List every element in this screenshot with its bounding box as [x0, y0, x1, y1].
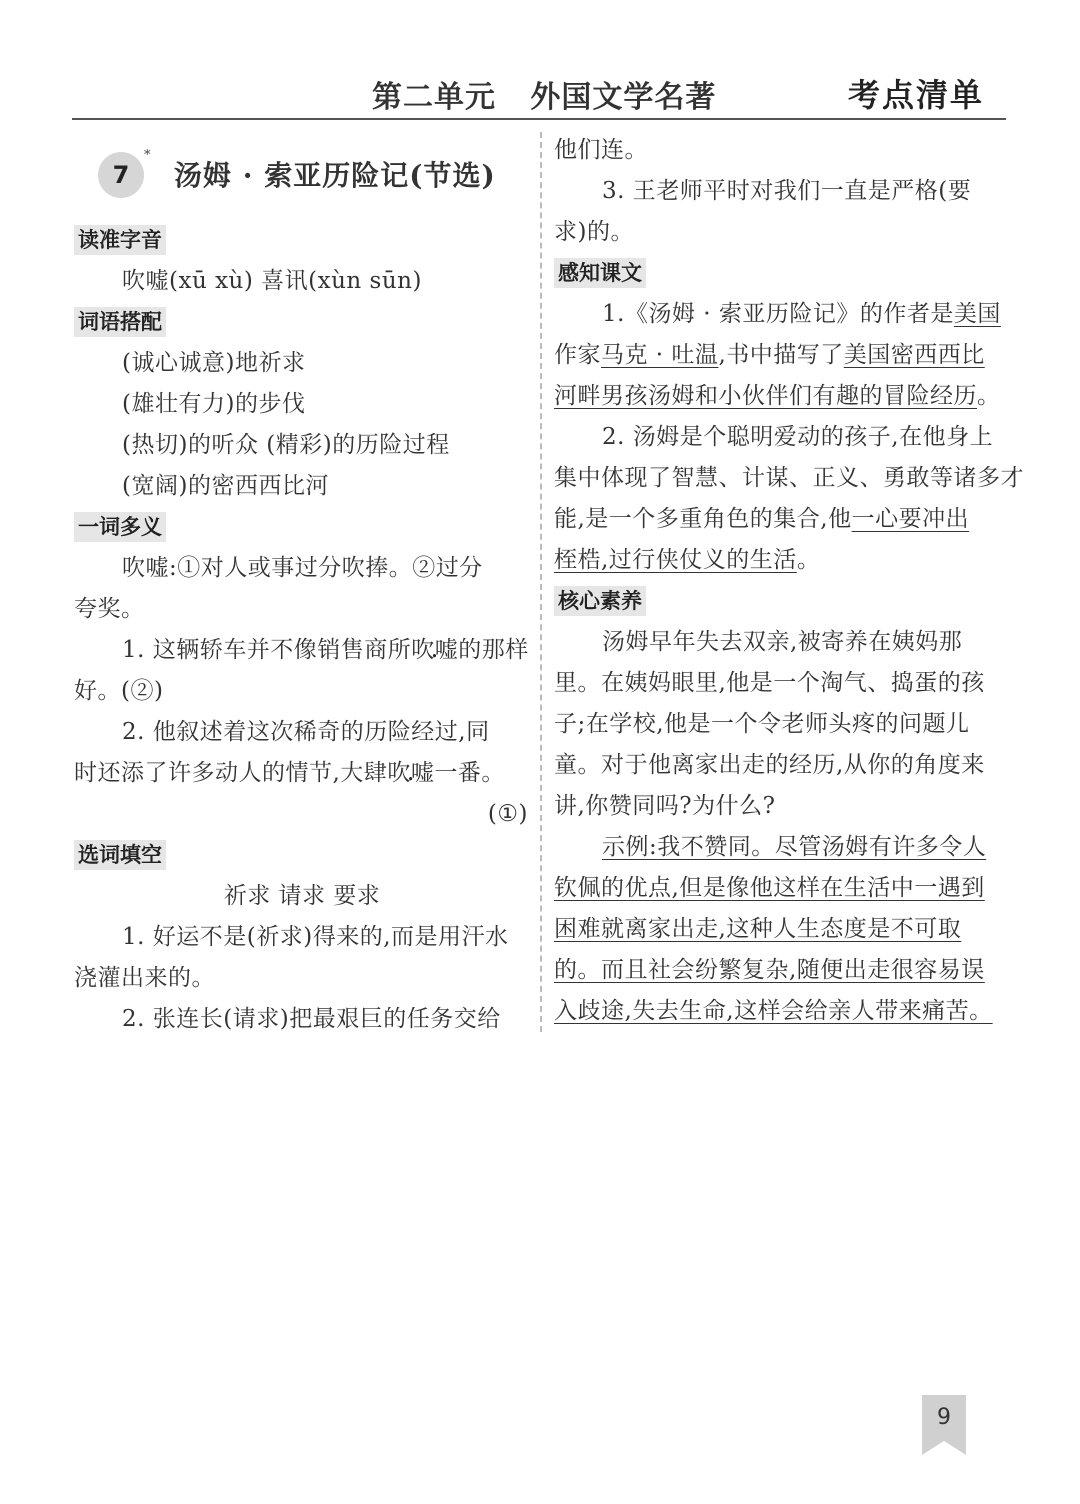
perception-2: 2. 汤姆是个聪明爱动的孩子,在他身上	[602, 424, 994, 450]
section-tag: 考点清单	[847, 76, 984, 114]
collocation-item: (热切)的听众 (精彩)的历险过程	[122, 432, 450, 458]
polysemy-example-1-cont: 好。(②)	[74, 678, 164, 704]
collocation-item: (宽阔)的密西西比河	[122, 473, 329, 499]
question-text-cont: 童。对于他离家出走的经历,从你的角度来	[554, 752, 985, 778]
perception-2-cont: 集中体现了智慧、计谋、正义、勇敢等诸多才	[554, 465, 1024, 491]
section-heading-pronunciation: 读准字音	[74, 225, 166, 255]
fill-item-1-cont: 浇灌出来的。	[74, 965, 215, 991]
fill-item-2: 2. 张连长(请求)把最艰巨的任务交给	[122, 1006, 501, 1032]
unit-title: 第二单元 外国文学名著	[372, 80, 717, 115]
section-heading-polysemy: 一词多义	[74, 512, 166, 542]
polysemy-definition: 吹嘘:①对人或事过分吹捧。②过分	[122, 555, 483, 581]
polysemy-example-2-cont: 时还添了许多动人的情节,大肆吹嘘一番。	[74, 760, 505, 786]
answer-text: 示例:我不赞同。尽管汤姆有许多令人	[602, 834, 987, 860]
lesson-title: 汤姆 · 索亚历险记(节选)	[174, 159, 496, 192]
perception-2-cont: 能,是一个多重角色的集合,他一心要冲出	[554, 506, 970, 532]
perception-2-end: 桎梏,过行侠仗义的生活。	[554, 547, 821, 573]
section-heading-core-literacy: 核心素养	[554, 586, 646, 616]
lesson-star: *	[144, 148, 151, 163]
question-text-cont: 讲,你赞同吗?为什么?	[554, 793, 776, 819]
answer-text-cont: 困难就离家出走,这种人生态度是不可取	[554, 916, 962, 942]
polysemy-definition-cont: 夸奖。	[74, 596, 145, 622]
pronunciation-line: 吹嘘(xū xù) 喜讯(xùn sūn)	[122, 268, 422, 294]
perception-1-end: 河畔男孩汤姆和小伙伴们有趣的冒险经历。	[554, 383, 1001, 409]
section-heading-perception: 感知课文	[554, 258, 646, 288]
collocation-item: (诚心诚意)地祈求	[122, 350, 306, 376]
question-text: 汤姆早年失去双亲,被寄养在姨妈那	[602, 629, 963, 655]
fill-item-3: 3. 王老师平时对我们一直是严格(要	[602, 178, 972, 204]
left-column	[74, 130, 530, 1040]
fill-item-1: 1. 好运不是(祈求)得来的,而是用汗水	[122, 924, 509, 950]
column-divider	[540, 132, 542, 1032]
right-column	[554, 130, 1024, 1032]
answer-text-cont: 入歧途,失去生命,这样会给亲人带来痛苦。	[554, 998, 993, 1024]
word-choices: 祈求 请求 要求	[223, 883, 381, 909]
perception-1: 1.《汤姆 · 索亚历险记》的作者是美国	[602, 301, 1001, 327]
section-heading-collocation: 词语搭配	[74, 307, 166, 337]
polysemy-example-1: 1. 这辆轿车并不像销售商所吹嘘的那样	[122, 637, 529, 663]
page-number-tab	[922, 1395, 966, 1455]
page-header	[72, 60, 1006, 120]
page-number: 9	[937, 1405, 951, 1430]
answer-text-cont: 的。而且社会纷繁复杂,随便出走很容易误	[554, 957, 985, 983]
fill-item-3-cont: 求)的。	[554, 219, 634, 245]
answer-text-cont: 钦佩的优点,但是像他这样在生活中一遇到	[554, 875, 985, 901]
question-text-cont: 里。在姨妈眼里,他是一个淘气、捣蛋的孩	[554, 670, 985, 696]
collocation-item: (雄壮有力)的步伐	[122, 391, 306, 417]
lesson-number-badge: 7	[98, 152, 144, 198]
perception-1-cont: 作家马克 · 吐温,书中描写了美国密西西比	[554, 342, 985, 368]
polysemy-example-2-answer: (①)	[487, 801, 528, 827]
fill-item-2-cont: 他们连。	[554, 137, 648, 163]
question-text-cont: 子;在学校,他是一个令老师头疼的问题儿	[554, 711, 970, 737]
lesson-title-row	[74, 130, 530, 220]
polysemy-example-2: 2. 他叙述着这次稀奇的历险经过,同	[122, 719, 490, 745]
section-heading-fill-blank: 选词填空	[74, 840, 166, 870]
